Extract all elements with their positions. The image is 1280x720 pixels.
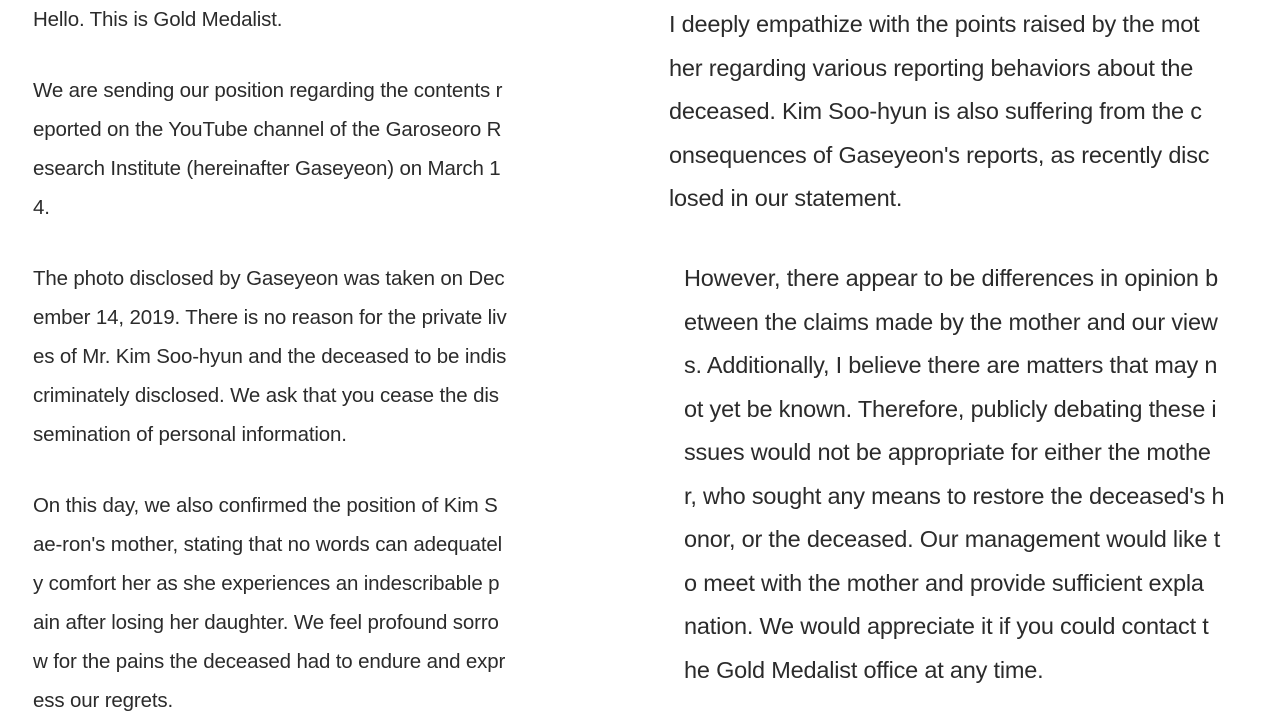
text-line: ssues would not be appropriate for either the mothe — [684, 439, 1211, 465]
right-statement-panel — [640, 0, 1280, 720]
text-line: onsequences of Gaseyeon's reports, as recently disc — [669, 141, 1210, 168]
text-line: ember 14, 2019. There is no reason for the private liv — [33, 306, 507, 329]
text-line: s. Additionally, I believe there are matters that may n — [684, 352, 1218, 378]
position-paragraph — [33, 71, 563, 227]
photo-paragraph — [33, 259, 563, 454]
empathy-paragraph — [669, 3, 1269, 221]
text-line: her regarding various reporting behaviors about the — [669, 54, 1194, 81]
text-line: onor, or the deceased. Our management would like t — [684, 526, 1221, 552]
text-line: es of Mr. Kim Soo-hyun and the deceased to be indis — [33, 345, 507, 368]
text-line: nation. We would appreciate it if you could contact t — [684, 613, 1209, 639]
text-line: criminately disclosed. We ask that you cease the dis — [33, 384, 499, 407]
text-line: The photo disclosed by Gaseyeon was taken on Dec — [33, 267, 505, 290]
text-line: However, there appear to be differences in opinion b — [684, 265, 1218, 291]
text-line: eported on the YouTube channel of the Garoseoro R — [33, 118, 502, 141]
text-line: ain after losing her daughter. We feel profound sorro — [33, 611, 499, 634]
text-line: y comfort her as she experiences an indescribable p — [33, 572, 500, 595]
text-line: etween the claims made by the mother and our view — [684, 308, 1218, 335]
text-line: Hello. This is Gold Medalist. — [33, 8, 283, 31]
text-line: ot yet be known. Therefore, publicly debating these i — [684, 395, 1217, 422]
text-line: he Gold Medalist office at any time. — [684, 656, 1044, 683]
text-line: ae-ron's mother, stating that no words can adequatel — [33, 533, 503, 556]
greeting-paragraph — [33, 0, 563, 39]
text-line: losed in our statement. — [669, 185, 903, 211]
mother-position-paragraph — [33, 486, 563, 720]
differences-paragraph — [684, 257, 1274, 692]
text-line: w for the pains the deceased had to endure and expr — [33, 650, 506, 673]
text-line: semination of personal information. — [33, 423, 347, 446]
text-line: I deeply empathize with the points raised by the mot — [669, 11, 1200, 37]
text-line: 4. — [33, 196, 50, 219]
text-line: ess our regrets. — [33, 689, 174, 712]
left-text-column — [33, 0, 563, 720]
text-line: r, who sought any means to restore the deceased's h — [684, 482, 1225, 509]
text-line: deceased. Kim Soo-hyun is also suffering from the c — [669, 98, 1202, 124]
text-line: o meet with the mother and provide sufficient expla — [684, 569, 1204, 596]
text-line: esearch Institute (hereinafter Gaseyeon) on March 1 — [33, 157, 501, 180]
text-line: We are sending our position regarding the contents r — [33, 79, 503, 102]
text-line: On this day, we also confirmed the position of Kim S — [33, 494, 498, 517]
